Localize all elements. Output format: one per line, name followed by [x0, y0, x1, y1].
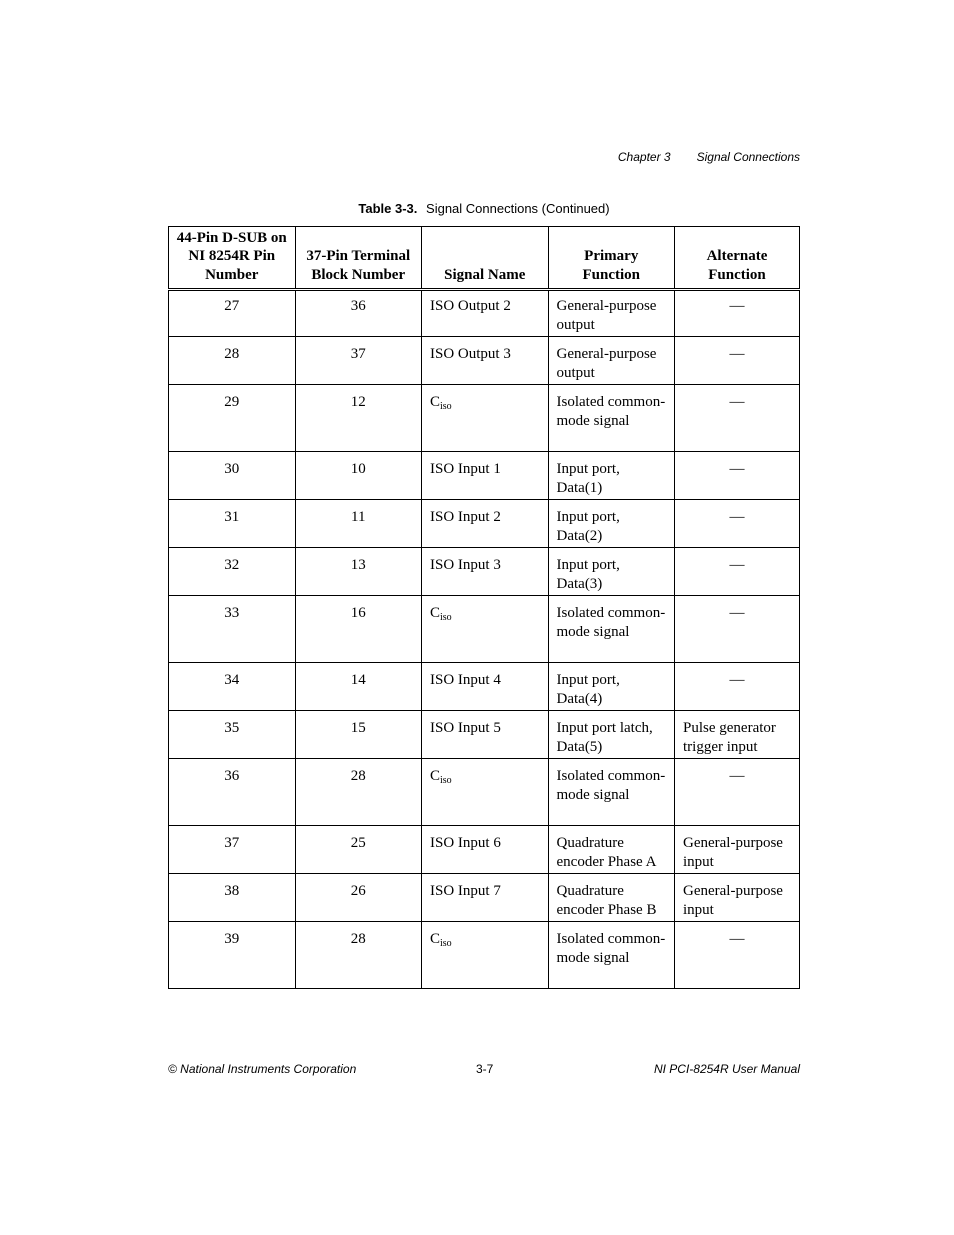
alternate-function-text: General-purpose input [683, 883, 783, 918]
signal-name-text: ISO Input 2 [430, 509, 501, 525]
primary-function-text: Input port latch, Data(5) [556, 720, 653, 755]
alternate-function-cell [675, 596, 800, 663]
block-number-text: 16 [350, 605, 366, 621]
alternate-function-cell [675, 663, 800, 711]
block-number-cell [295, 922, 422, 989]
table-row [169, 452, 800, 500]
primary-function-text: Isolated common-mode signal [556, 931, 666, 966]
primary-function-text: Quadrature encoder Phase B [556, 883, 657, 918]
signal-connections-table [168, 226, 800, 989]
pin-number-text: 33 [224, 605, 240, 621]
signal-name-text: ISO Input 5 [430, 720, 501, 736]
pin-number-cell [169, 759, 296, 826]
primary-function-cell [548, 385, 675, 452]
block-number-cell [295, 874, 422, 922]
alternate-function-cell [675, 922, 800, 989]
signal-name-cell [422, 500, 549, 548]
block-number-cell [295, 337, 422, 385]
pin-number-text: 28 [224, 346, 240, 362]
primary-function-text: General-purpose output [556, 346, 657, 381]
signal-name-text: ISO Input 6 [430, 835, 501, 851]
block-number-text: 25 [350, 835, 366, 851]
alternate-function-cell [675, 711, 800, 759]
table-row [169, 385, 800, 452]
pin-number-cell [169, 922, 296, 989]
primary-function-cell [548, 711, 675, 759]
block-number-text: 11 [351, 509, 366, 525]
signal-name-cell [422, 922, 549, 989]
alternate-function-cell [675, 290, 800, 337]
header-pin-number: 44-Pin D-SUB on NI 8254R Pin Number [169, 227, 296, 290]
signal-name-cell [422, 759, 549, 826]
alternate-function-text: — [729, 298, 745, 314]
pin-number-cell [169, 663, 296, 711]
primary-function-text: Input port, Data(4) [556, 672, 620, 707]
signal-subscript: iso [440, 612, 452, 623]
table-row [169, 759, 800, 826]
pin-number-text: 39 [224, 931, 240, 947]
block-number-text: 14 [350, 672, 366, 688]
alternate-function-text: — [729, 768, 745, 784]
manual-title: NI PCI-8254R User Manual [653, 1062, 800, 1076]
block-number-text: 37 [350, 346, 366, 362]
signal-name-cell [422, 874, 549, 922]
primary-function-cell [548, 663, 675, 711]
pin-number-text: 31 [224, 509, 240, 525]
primary-function-cell [548, 548, 675, 596]
signal-name-text: C [430, 931, 441, 947]
pin-number-text: 38 [224, 883, 240, 899]
pin-number-text: 32 [224, 557, 240, 573]
primary-function-cell [548, 826, 675, 874]
block-number-text: 10 [350, 461, 366, 477]
signal-name-cell [422, 596, 549, 663]
pin-number-text: 37 [224, 835, 240, 851]
signal-name-text: ISO Input 1 [430, 461, 501, 477]
pin-number-cell [169, 826, 296, 874]
alternate-function-text: — [729, 605, 745, 621]
signal-name-text: C [430, 768, 441, 784]
table-caption [168, 201, 800, 216]
pin-number-cell [169, 548, 296, 596]
pin-number-cell [169, 874, 296, 922]
signal-name-text: C [430, 605, 441, 621]
alternate-function-cell [675, 548, 800, 596]
signal-name-cell [422, 385, 549, 452]
alternate-function-text: — [729, 557, 745, 573]
alternate-function-cell [675, 874, 800, 922]
signal-name-text: ISO Input 4 [430, 672, 501, 688]
primary-function-text: Isolated common-mode signal [556, 394, 666, 429]
table-row [169, 500, 800, 548]
signal-name-cell [422, 711, 549, 759]
block-number-cell [295, 759, 422, 826]
signal-subscript: iso [440, 775, 452, 786]
pin-number-cell [169, 337, 296, 385]
alternate-function-text: Pulse generator trigger input [683, 720, 776, 755]
block-number-cell [295, 663, 422, 711]
primary-function-text: Input port, Data(1) [556, 461, 620, 496]
chapter-label: Chapter 3 [617, 150, 671, 164]
table-row [169, 663, 800, 711]
signal-name-cell [422, 337, 549, 385]
alternate-function-cell [675, 826, 800, 874]
alternate-function-text: — [729, 672, 745, 688]
table-number: Table 3-3. [358, 201, 418, 216]
section-label: Signal Connections [696, 150, 800, 164]
primary-function-cell [548, 922, 675, 989]
signal-name-cell [422, 452, 549, 500]
signal-name-cell [422, 290, 549, 337]
pin-number-cell [169, 452, 296, 500]
signal-name-text: ISO Input 3 [430, 557, 501, 573]
primary-function-cell [548, 290, 675, 337]
block-number-text: 36 [350, 298, 366, 314]
pin-number-cell [169, 290, 296, 337]
header-alternate-function: Alternate Function [675, 227, 800, 290]
block-number-text: 12 [350, 394, 366, 410]
block-number-cell [295, 385, 422, 452]
block-number-cell [295, 290, 422, 337]
alternate-function-cell [675, 337, 800, 385]
block-number-cell [295, 826, 422, 874]
primary-function-text: Input port, Data(3) [556, 557, 620, 592]
block-number-text: 13 [350, 557, 366, 573]
signal-name-cell [422, 663, 549, 711]
pin-number-cell [169, 596, 296, 663]
primary-function-text: Quadrature encoder Phase A [556, 835, 657, 870]
page-number: 3-7 [476, 1062, 494, 1076]
signal-name-cell [422, 548, 549, 596]
block-number-text: 28 [350, 768, 366, 784]
alternate-function-text: General-purpose input [683, 835, 783, 870]
table-header-row [169, 227, 800, 290]
block-number-text: 15 [350, 720, 366, 736]
alternate-function-text: — [729, 461, 745, 477]
signal-name-text: C [430, 394, 441, 410]
block-number-cell [295, 711, 422, 759]
header-block-number: 37-Pin Terminal Block Number [295, 227, 422, 290]
primary-function-text: Isolated common-mode signal [556, 605, 666, 640]
table-title: Signal Connections (Continued) [426, 201, 610, 216]
alternate-function-text: — [729, 346, 745, 362]
block-number-cell [295, 548, 422, 596]
primary-function-text: General-purpose output [556, 298, 657, 333]
primary-function-text: Input port, Data(2) [556, 509, 620, 544]
block-number-cell [295, 596, 422, 663]
pin-number-cell [169, 500, 296, 548]
table-row [169, 922, 800, 989]
header-signal-name: Signal Name [422, 227, 549, 290]
table-row [169, 596, 800, 663]
table-row [169, 290, 800, 337]
alternate-function-cell [675, 385, 800, 452]
table-row [169, 826, 800, 874]
signal-name-text: ISO Output 3 [430, 346, 511, 362]
pin-number-cell [169, 711, 296, 759]
footer-copyright: © National Instruments Corporation [168, 1062, 357, 1076]
signal-name-cell [422, 826, 549, 874]
alternate-function-text: — [729, 931, 745, 947]
running-header [618, 150, 800, 164]
primary-function-cell [548, 500, 675, 548]
block-number-cell [295, 500, 422, 548]
signal-subscript: iso [440, 401, 452, 412]
pin-number-text: 36 [224, 768, 240, 784]
block-number-text: 26 [350, 883, 366, 899]
pin-number-text: 35 [224, 720, 240, 736]
primary-function-cell [548, 452, 675, 500]
pin-number-text: 34 [224, 672, 240, 688]
primary-function-cell [548, 337, 675, 385]
pin-number-cell [169, 385, 296, 452]
alternate-function-cell [675, 500, 800, 548]
primary-function-cell [548, 874, 675, 922]
pin-number-text: 30 [224, 461, 240, 477]
table-row [169, 874, 800, 922]
signal-name-text: ISO Input 7 [430, 883, 501, 899]
alternate-function-text: — [729, 394, 745, 410]
alternate-function-text: — [729, 509, 745, 525]
block-number-text: 28 [350, 931, 366, 947]
header-primary-function: Primary Function [548, 227, 675, 290]
signal-name-text: ISO Output 2 [430, 298, 511, 314]
table-row [169, 711, 800, 759]
alternate-function-cell [675, 759, 800, 826]
pin-number-text: 29 [224, 394, 240, 410]
pin-number-text: 27 [224, 298, 240, 314]
primary-function-text: Isolated common-mode signal [556, 768, 666, 803]
alternate-function-cell [675, 452, 800, 500]
block-number-cell [295, 452, 422, 500]
signal-subscript: iso [440, 938, 452, 949]
primary-function-cell [548, 596, 675, 663]
primary-function-cell [548, 759, 675, 826]
table-row [169, 548, 800, 596]
table-row [169, 337, 800, 385]
